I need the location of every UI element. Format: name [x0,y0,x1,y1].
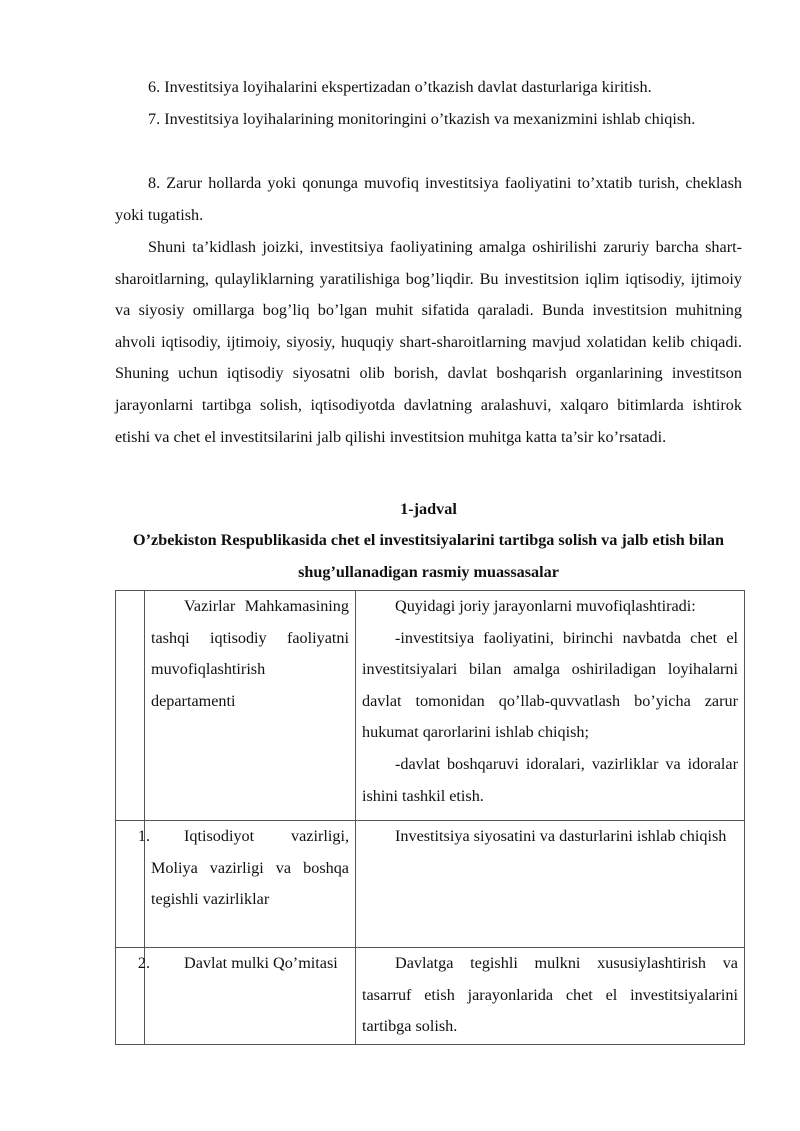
paragraph-investment-climate: Shuni ta’kidlash joizki, investitsiya faoliyatining amalga oshirilishi zaruriy barcha shart-sharoitlarning, qulayliklarning yaratilishiga bog’liqdir. Bu investitsion iqlim iqtisodiy, ijtimoiy va siyosiy omillarga bog’liq bo’lgan muhit sifatida qaraladi. Bunda investitsion muhitning ahvoli iqtisodiy, ijtimoiy, siyosiy, huquqiy shart-sharoitlarning mavjud xolatidan kelib chiqadi. Shuning uchun iqtisodiy siyosatni olib borish, davlat boshqarish organlarining investitson jarayonlarni tartibga solish, iqtisodiyotda davlatning aralashuvi, xalqaro bitimlarda ishtirok etishi va chet el investitsilarini jalb qilishi investitsion muhitga katta ta’sir ko’rsatadi. [115,238,742,446]
function-cell [356,821,745,948]
paragraph-item-6: 6. Investitsiya loyihalarini ekspertizadan o’tkazish davlat dasturlariga kiritish. [148,78,652,96]
row-number-cell: 2. [116,948,145,1045]
function-text: -davlat boshqaruvi idoralari, vazirliklar va idoralar ishini tashkil etish. [362,754,738,805]
function-text: Investitsiya siyosatini va dasturlarini ishlab chiqish [395,827,727,845]
row-number-cell: 1. [116,821,145,948]
function-text: -investitsiya faoliyatini, birinchi navbatda chet el investitsiyalari bilan amalga oshiriladigan loyihalarni davlat tomonidan qo’llab-quvvatlash bo’yicha zarur hukumat qarorlarini ishlab chiqish; [362,628,738,742]
organization-cell [145,591,356,821]
organization-cell [145,948,356,1045]
organization-cell [145,821,356,948]
table-row [116,591,745,821]
organization-name: Vazirlar Mahkamasining tashqi iqtisodiy faoliyatni muvofiqlashtirish departamenti [151,597,349,710]
table-row [116,821,745,948]
institutions-table [115,590,745,1045]
function-text: Quyidagi joriy jarayonlarni muvofiqlashtiradi: [395,597,696,615]
function-cell [356,591,745,821]
row-number-cell [116,591,145,821]
function-text: Davlatga tegishli mulkni xususiylashtirish va tasarruf etish jarayonlarida chet el investitsiyalarini tartibga solish. [362,954,738,1036]
paragraph-item-7: 7. Investitsiya loyihalarining monitoringini o’tkazish va mexanizmini ishlab chiqish. [148,110,696,128]
organization-name: Davlat mulki Qo’mitasi [184,954,338,972]
table-caption: O’zbekiston Respublikasida chet el investitsiyalarini tartibga solish va jalb etish bilan shug’ullanadigan rasmiy muassasalar [133,531,724,581]
table-row [116,948,745,1045]
organization-name: Iqtisodiyot vazirligi, Moliya vazirligi va boshqa tegishli vazirliklar [151,827,349,909]
table-label: 1-jadval [400,500,457,518]
function-cell [356,948,745,1045]
paragraph-item-8: 8. Zarur hollarda yoki qonunga muvofiq investitsiya faoliyatini to’xtatib turish, cheklash yoki tugatish. [115,174,742,224]
